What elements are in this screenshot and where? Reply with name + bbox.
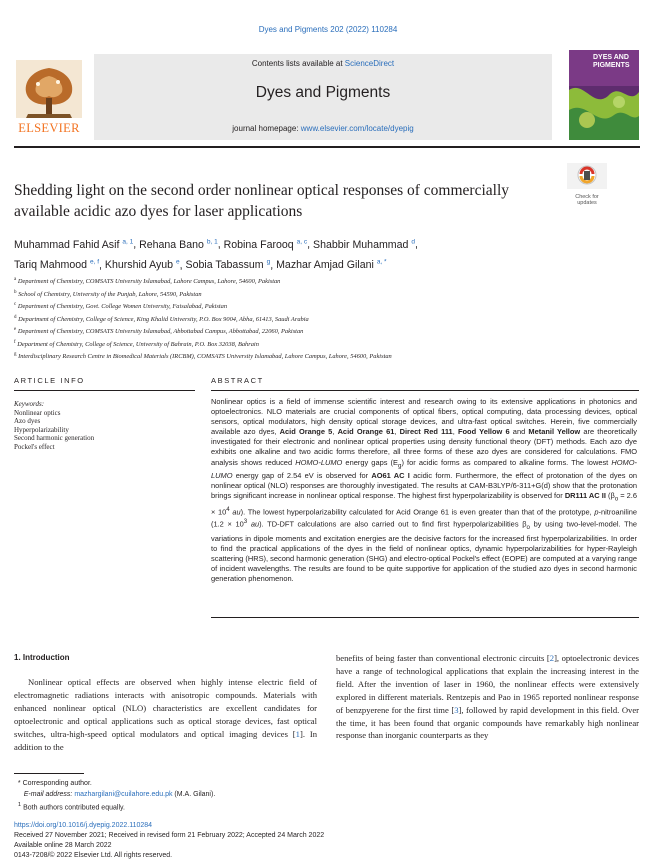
footnote-corresponding: * Corresponding author. bbox=[14, 780, 92, 787]
doi-link[interactable]: https://doi.org/10.1016/j.dyepig.2022.110284 bbox=[14, 822, 153, 829]
elsevier-logo bbox=[14, 58, 84, 138]
author[interactable]: Khurshid Ayub $^e$ bbox=[104, 258, 180, 272]
journal-homepage-line bbox=[94, 124, 552, 133]
affiliation-list bbox=[14, 275, 634, 363]
author-corresponding[interactable]: Mazhar Amjad Gilani $^{a, *}$ bbox=[276, 258, 387, 272]
received-dates: Received 27 November 2021; Received in revised form 21 February 2022; Accepted 24 March 2022 bbox=[14, 832, 325, 839]
cover-title: DYES AND PIGMENTS bbox=[593, 54, 630, 69]
abstract-rule-top bbox=[211, 390, 639, 391]
email-link[interactable]: mazhargilani@cuilahore.edu.pk bbox=[74, 791, 173, 798]
keywords-label: Keywords: bbox=[14, 400, 45, 408]
footnotes bbox=[14, 778, 334, 813]
journal-title: Dyes and Pigments bbox=[255, 84, 391, 101]
copyright: 0143-7208/© 2022 Elsevier Ltd. All rights reserved. bbox=[14, 852, 173, 859]
check-for-updates-badge[interactable] bbox=[567, 163, 607, 206]
article-info-heading: ARTICLE INFO bbox=[14, 376, 85, 385]
check-for-updates-icon bbox=[567, 163, 607, 189]
available-online: Available online 28 March 2022 bbox=[14, 842, 112, 849]
author[interactable]: Rehana Bano $^{b, 1}$ bbox=[139, 238, 218, 251]
affiliation: $^d$ Department of Chemistry, College of Science, King Khalid University, P.O. Box 9004, Abha, 61413, Saudi Arabia bbox=[14, 314, 309, 323]
journal-cover-image bbox=[569, 50, 639, 140]
author[interactable]: Robina Farooq $^{a, c}$ bbox=[223, 238, 308, 251]
introduction-heading: 1. Introduction bbox=[14, 653, 70, 662]
abstract-rule-bottom bbox=[211, 617, 639, 618]
introduction-left-column: Nonlinear optical effects are observed when highly intense electric field of electromagnetic radiations interacts with anisotropic compounds. Materials with enhanced nonlinear optical (NLO) characteristics are excellent candidates for optoelectronic and optical applications such as optical storage devices, fast optical switches, ultra-high-speed optical modulators and optical imaging devices [1]. In addition to the bbox=[14, 677, 317, 752]
homepage-prefix: journal homepage: bbox=[232, 124, 301, 133]
affiliation: $^g$ Interdisciplinary Research Centre in Biomedical Materials (IRCBM), COMSATS University Islamabad, Lahore Campus, Lahore, 54600, Pakistan bbox=[14, 352, 392, 361]
abstract-text: Nonlinear optics is a field of immense scientific interest and research owing to its extensive applications in photonics and optoelectronics. NLO materials are crucial components of optical fibers, optical computing, data processing devices, optical sensors, optical modulators, high density optical storage devices, and ultra-fast optical switches. Herein, five commercially available azo dyes, Acid Orange 5, Acid Orange 61, Direct Red 111, Food Yellow 6 and Metanil Yellow are theoretically investigated for their electronic and nonlinear optical properties using density functional theory (DFT) methods. Each azo dye exhibits one alkaline and two acidic forms therefore, all three forms of these azo dyes are considered for calculations. FMO analysis shows reduced HOMO-LUMO energy gaps $(E_g)$ for acidic forms as compared to alkaline forms. The lowest HOMO-LUMO energy gap of 2.54 eV is observed for AO61 AC I acidic form. Furthermore, the effect of protonation of the dyes on nonlinear optical (NLO) responses are thoroughly investigated. The results at CAM-B3LYP/6-311+G(d) show that the protonation brings significant increase in nonlinear optical response. The highest first hyperpolarizability is observed for DR111 AC II ($\beta_o = 2.6 \times 10^4$ au). The lowest hyperpolarizability calculated for Acid Orange 61 is even greater than that of the prototype, p-nitroaniline ($1.2 \times 10^3$ au). TD-DFT calculations are also carried out to find first hyperpolarizabilities $\beta_o$ by using two-level-model. The variations in dipole moments and excitation energies are the decisive factors for the increased first hyperpolarizabilities. In order to find the practical applications of the dyes in the field of nonlinear optics, dynamic hyperpolarizabilities for hyper-Rayleigh scattering (HRS), second harmonic generation (SHG) and electro-optical Pockel's effect (EOPE) are computed at a varying range of incident wavelengths. The results are found to be quite supportive for application of the studied azo dyes in second harmonic generation phenomenon. bbox=[211, 397, 637, 583]
footnote-email: E-mail address: mazhargilani@cuilahore.edu.pk (M.A. Gilani). bbox=[23, 791, 216, 798]
contents-available-line bbox=[94, 59, 552, 68]
journal-homepage-link[interactable]: www.elsevier.com/locate/dyepig bbox=[300, 124, 414, 133]
article-footer bbox=[14, 821, 434, 861]
keyword: Second harmonic generation bbox=[14, 434, 95, 443]
keywords-block bbox=[14, 400, 184, 452]
journal-reference[interactable]: Dyes and Pigments 202 (2022) 110284 bbox=[258, 25, 398, 34]
abstract-heading: ABSTRACT bbox=[211, 376, 264, 385]
article-title: Shedding light on the second order nonlinear optical responses of commercially available acidic azo dyes for laser applications bbox=[14, 182, 510, 220]
reference-link[interactable]: 1 bbox=[295, 728, 300, 739]
author[interactable]: Muhammad Fahid Asif $^{a, 1}$ bbox=[14, 238, 134, 251]
affiliation: $^c$ Department of Chemistry, Govt. College Women University, Faisalabad, Pakistan bbox=[14, 302, 228, 311]
footnote-equal-contribution: $^1$ Both authors contributed equally. bbox=[17, 802, 125, 812]
keyword: Nonlinear optics bbox=[14, 408, 61, 417]
author[interactable]: Sobia Tabassum $^g$ bbox=[185, 258, 271, 272]
affiliation: $^e$ Department of Chemistry, COMSATS University Islamabad, Abbottabad Campus, Abbottabad, 22060, Pakistan bbox=[14, 327, 304, 336]
publisher-name: ELSEVIER bbox=[18, 121, 80, 135]
contents-prefix: Contents lists available at bbox=[251, 59, 345, 68]
keyword: Hyperpolarizability bbox=[14, 425, 69, 434]
reference-link[interactable]: 3 bbox=[454, 704, 459, 715]
header-divider bbox=[14, 146, 640, 148]
sciencedirect-link[interactable]: ScienceDirect bbox=[344, 59, 395, 68]
author-list: Muhammad Fahid Asif $^{a, 1}$, Rehana Bano $^{b, 1}$, Robina Farooq $^{a, c}$, Shabbir Muhammad $^d$, Tariq Mahmood $^{e, f}$, Khurshid Ayub $^e$, Sobia Tabassum $^g$, Mazhar Amjad Gilani $^{a, *}$ bbox=[14, 238, 418, 272]
affiliation: $^b$ School of Chemistry, University of the Punjab, Lahore, 54590, Pakistan bbox=[14, 289, 202, 298]
article-info-rule bbox=[14, 390, 195, 391]
affiliation: $^f$ Department of Chemistry, College of Science, University of Bahrain, P.O. Box 32038, Bahrain bbox=[14, 339, 259, 348]
author[interactable]: Tariq Mahmood $^{e, f}$ bbox=[14, 258, 100, 272]
reference-link[interactable]: 2 bbox=[549, 653, 555, 663]
check-for-updates-label: Check for updates bbox=[575, 194, 599, 206]
author[interactable]: Shabbir Muhammad $^d$ bbox=[313, 238, 415, 251]
footnote-rule bbox=[14, 773, 84, 774]
affiliation: $^a$ Department of Chemistry, COMSATS University Islamabad, Lahore Campus, Lahore, 54600, Pakistan bbox=[14, 277, 281, 286]
keyword: Azo dyes bbox=[14, 417, 41, 426]
keyword: Pockel's effect bbox=[14, 442, 55, 451]
introduction-right-column: benefits of being faster than conventional electronic circuits [2], optoelectronic devices have a range of technological applications that explain the increasing interest in the field. After the invention of laser in 1960, the nonlinear effects were extensively explored in different materials. Rentzepis and Pao in 1965 reported nonlinear response of benzpyerene for the first time [3], followed by rapid development in this field. Over the time, it has been found that organic compounds have remarkably high nonlinear response than inorganic counterparts as they bbox=[336, 653, 640, 741]
